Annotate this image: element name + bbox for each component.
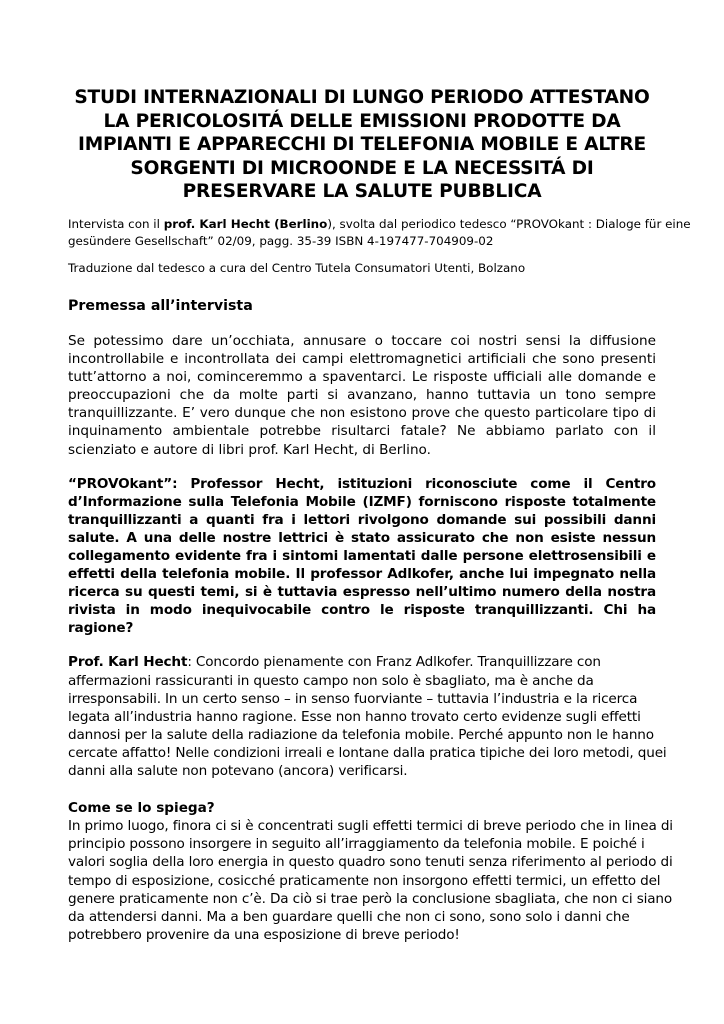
premessa-paragraph: [68, 332, 656, 459]
paragraph-line: tutt’attorno a noi, cominceremmo a spaventarci. Le risposte ufficiali alle domande e: [68, 369, 656, 386]
title-line: PRESERVARE LA SALUTE PUBBLICA: [182, 181, 542, 203]
paragraph-line: inquinamento ambientale potrebbe risultarci fatale? Ne abbiamo parlato con il: [68, 423, 656, 440]
question-line: “PROVOkant”: Professor Hecht, istituzioni riconosciute come il Centro: [68, 475, 656, 492]
intro-suffix: ), svolta dal periodico tedesco “PROVOkant : Dialoge für eine: [327, 216, 691, 231]
answer-line: tempo di esposizione, cosicché praticamente non insorgono effetti termici, un effetto del: [68, 872, 661, 889]
answer-line: da attendersi danni. Ma a ben guardare quelli che non ci sono, sono solo i danni che: [68, 908, 630, 925]
interview-intro: [68, 216, 691, 250]
question-line: effetti della telefonia mobile. Il professor Adlkofer, anche lui impegnato nella: [68, 566, 656, 583]
answer-line: cercate affatto! Nelle condizioni irreali e lontane dalla pratica tipiche dei loro metodi, quei: [68, 744, 667, 761]
interviewee-name: prof. Karl Hecht (Berlino: [163, 216, 328, 231]
interview-question-1: [68, 475, 656, 638]
document-page: [68, 86, 691, 944]
intro-line-1: [68, 216, 691, 233]
answer-line: valori soglia della loro energia in questo quadro sono tenuti senza riferimento al periodo di: [68, 854, 673, 871]
question-line: salute. A una delle nostre lettrici è stato assicurato che non esiste nessun: [68, 529, 656, 546]
paragraph-line: tranquillizzante. E’ vero dunque che non esistono prove che questo particolare tipo di: [68, 405, 656, 422]
question-line: tranquillizzanti a quanti fra i lettori rivolgono domande sui possibili danni: [68, 511, 656, 528]
paragraph-line: preoccupazioni che da molte parti si avanzano, hanno tuttavia un tono sempre: [68, 387, 656, 404]
answer-line: principio possono insorgere in seguito all’irraggiamento da telefonia mobile. E poiché i: [68, 836, 645, 853]
interview-answer-1: [68, 653, 667, 780]
intro-line-2: gesündere Gesellschaft” 02/09, pagg. 35-39 ISBN 4-197477-704909-02: [68, 233, 494, 248]
answer-line: legata all’industria hanno ragione. Esse non hanno trovato certo evidenze sugli effetti: [68, 708, 641, 725]
question-line: d’Informazione sulla Telefonia Mobile (IZMF) forniscono risposte totalmente: [68, 493, 656, 510]
question-line: ragione?: [68, 620, 134, 637]
question-line: rivista in modo inequivocabile contro le risposte tranquillizzanti. Chi ha: [68, 602, 656, 619]
paragraph-line: scienziato e autore di libri prof. Karl Hecht, di Berlino.: [68, 441, 431, 458]
intro-prefix: Intervista con il: [68, 216, 164, 231]
speaker-name: Prof. Karl Hecht: [68, 654, 188, 671]
answer-line: dannosi per la salute della radiazione da telefonia mobile. Perché appunto non le hanno: [68, 726, 654, 743]
question-line: collegamento evidente fra i sintomi lamentati dalle persone elettrosensibili e: [68, 548, 656, 564]
interview-question-2: Come se lo spiega?: [68, 800, 215, 817]
paragraph-line: Se potessimo dare un’occhiata, annusare o toccare coi nostri sensi la diffusione: [68, 332, 656, 349]
answer-line: genere praticamente non c’è. Da ciò si trae però la conclusione sbagliata, che non ci siano: [68, 890, 673, 907]
answer-line: In primo luogo, finora ci si è concentrati sugli effetti termici di breve periodo che in linea di: [68, 818, 673, 835]
answer-line: [68, 653, 656, 671]
title-line: LA PERICOLOSITÁ DELLE EMISSIONI PRODOTTE DA: [103, 110, 621, 132]
answer-line: affermazioni rassicuranti in questo campo non solo è sbagliato, ma è anche da: [68, 672, 594, 689]
section-premessa-heading: Premessa all’intervista: [68, 297, 253, 314]
question-line: ricerca su questi temi, si è tuttavia espresso nell’ultimo numero della nostra: [68, 584, 656, 601]
answer-line: danni alla salute non potevano (ancora) verificarsi.: [68, 763, 408, 780]
translation-credit: Traduzione dal tedesco a cura del Centro Tutela Consumatori Utenti, Bolzano: [68, 260, 526, 275]
paragraph-line: incontrollabile e incontrollata dei campi elettromagnetici artificiali che sono presenti: [68, 351, 656, 368]
document-title: [68, 86, 656, 204]
title-line: STUDI INTERNAZIONALI DI LUNGO PERIODO ATTESTANO: [74, 87, 650, 108]
answer-first-line: : Concordo pienamente con Franz Adlkofer. Tranquillizzare con: [187, 654, 601, 671]
answer-line: potrebbero provenire da una esposizione di breve periodo!: [68, 926, 460, 943]
title-line: IMPIANTI E APPARECCHI DI TELEFONIA MOBILE E ALTRE: [77, 134, 647, 156]
title-line: SORGENTI DI MICROONDE E LA NECESSITÁ DI: [130, 157, 594, 179]
interview-answer-2: [68, 817, 673, 944]
answer-line: irresponsabili. In un certo senso – in senso fuorviante – tuttavia l’industria e la ricerca: [68, 690, 638, 707]
